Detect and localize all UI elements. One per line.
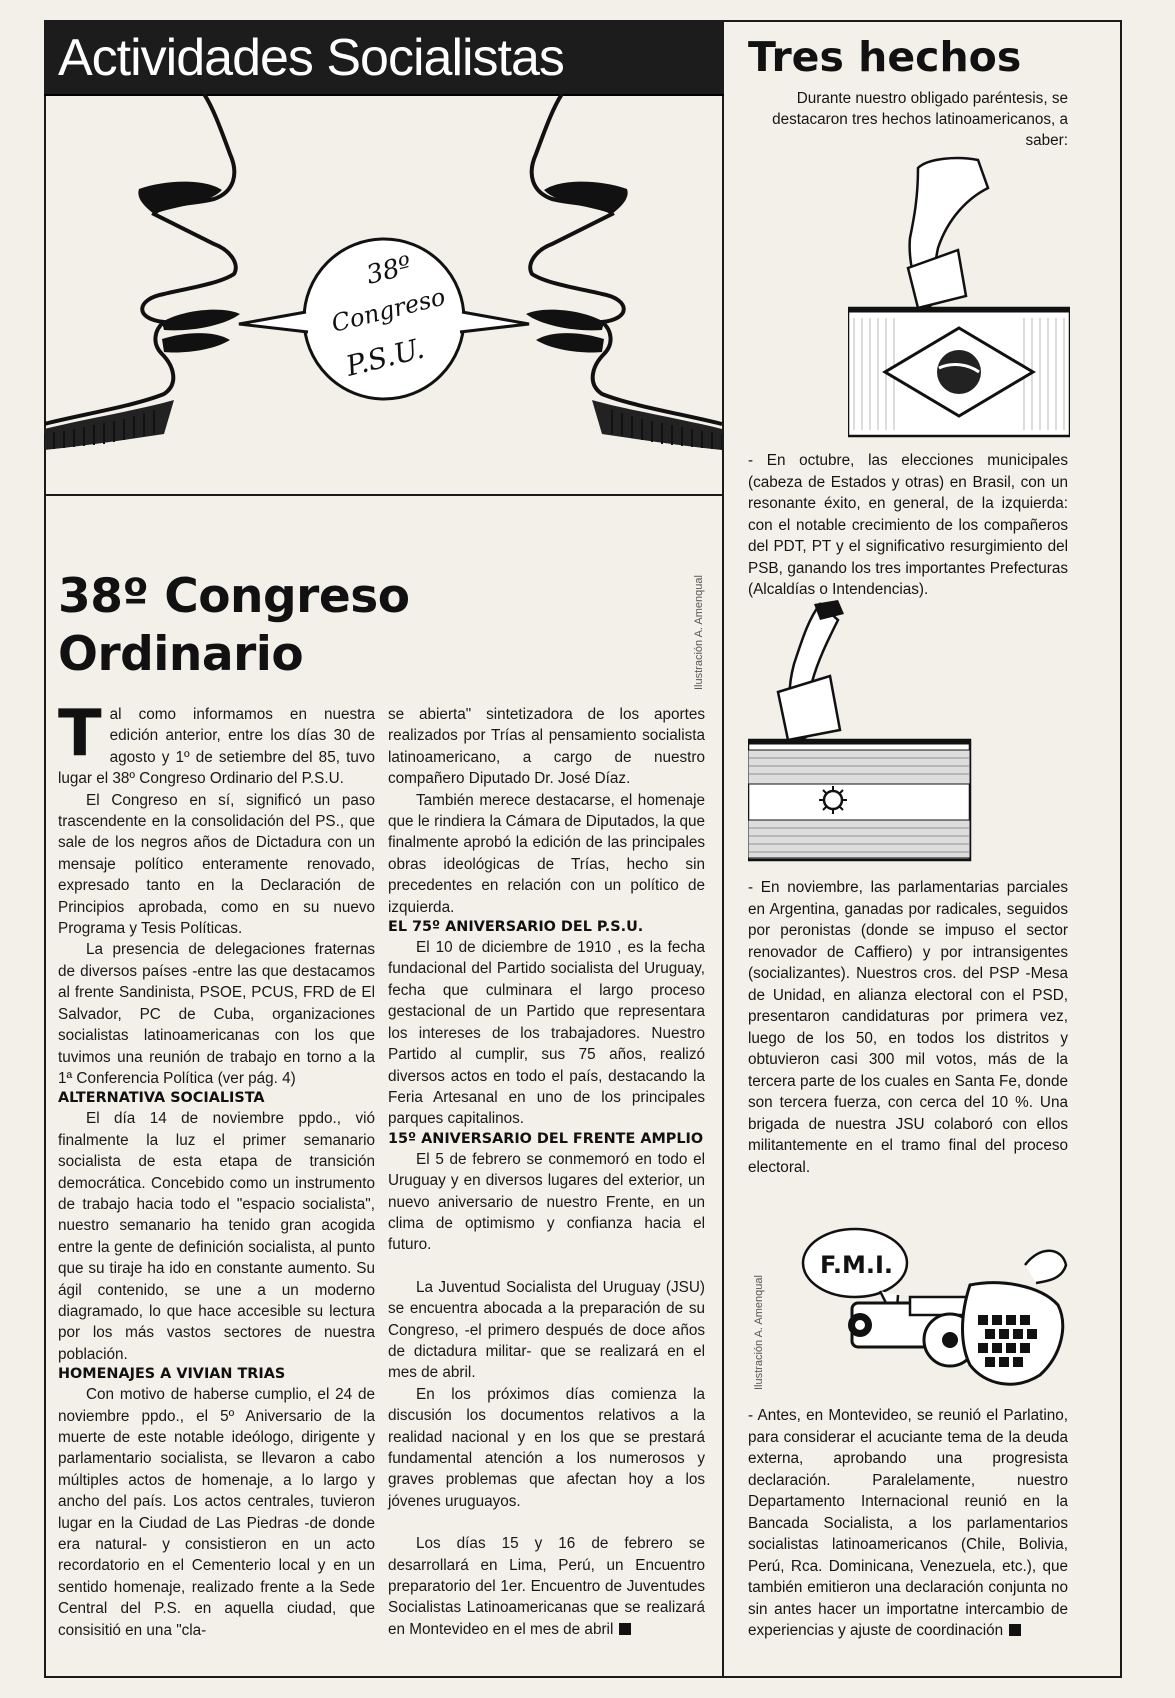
bubble-text-1: 38º bbox=[363, 250, 415, 291]
article-paragraph: se abierta" sintetizadora de los aportes realizados por Trías al pensamiento socialista latinoamericano, a cargo de nuestro compañero Diputado Dr. José Díaz. bbox=[388, 706, 705, 788]
illustration-divider bbox=[44, 494, 724, 496]
ballot-box-brazil-illustration bbox=[848, 148, 1070, 438]
article-paragraph: También merece destacarse, el homenaje que le rindiera la Cámara de Diputados, la que finalmente aprobó la edición de las principales obras ideológicas de Trías, hecho sin precedentes en relación con un político de izquierda. bbox=[388, 791, 705, 916]
sidebar-intro: Durante nuestro obligado paréntesis, se destacaron tres hechos latinoamericanos, a saber: bbox=[772, 90, 1068, 149]
bubble-text-2: Congreso bbox=[328, 282, 449, 338]
illustration-credit-2: Ilustración A. Amenqual bbox=[753, 1275, 765, 1390]
article-paragraph: Con motivo de haberse cumplio, el 24 de noviembre ppdo., el 5º Aniversario de la muerte de este notable ideólogo, dirigente y parlamentario socialista, se llevaron a cabo múltiples actos de homenaje, a lo largo y ancho del país. Los actos centrales, tuvieron lugar en la Ciudad de Las Piedras -de donde era natural- y consistieron en un acto recordatorio en el Cementerio local y en un sentido homenaje, realizado frente a la Sede Central del P.S. en aquella ciudad, que consisitió en una "cla- bbox=[58, 1386, 375, 1639]
ballot-box-argentina-illustration bbox=[748, 600, 983, 862]
subheading-75-aniversario: EL 75º ANIVERSARIO DEL P.S.U. bbox=[388, 919, 644, 936]
article-paragraph: al como informamos en nuestra edición anterior, entre los días 30 de agosto y 1º de setiembre del 85, tuvo lugar el 38º Congreso Ordinario del P.S.U. bbox=[58, 706, 375, 788]
bubble-text-3: P.S.U. bbox=[342, 331, 428, 383]
dropcap: T bbox=[58, 697, 102, 771]
illustration-credit: Ilustración A. Amenqual bbox=[693, 575, 705, 690]
subheading-alternativa: ALTERNATIVA SOCIALISTA bbox=[58, 1090, 265, 1107]
sidebar-title: Tres hechos bbox=[748, 33, 1022, 81]
article-paragraph: El día 14 de noviembre ppdo., vió finalmente la luz el primer semanario socialista de esta etapa de transición democrática. Concebido como un instrumento de trabajo hacia todo el "espacio socialista", nuestro semanario ha tenido gran acogida entre la gente de definición socialista, al punto que su tiraje ha ido en constante aumento. Su ágil contenido, se une a un moderno diagramado, lo que hace accesible su lectura por los más vastos sectores de nuestra población. bbox=[58, 1110, 375, 1363]
final-paragraph-text: Los días 15 y 16 de febrero se desarrollará en Lima, Perú, un Encuentro preparatorio del 1er. Encuentro de Juventudes Socialistas Latinoamericanas que se realizará en Montevideo en el mes de abril bbox=[388, 1535, 705, 1638]
article-paragraph: El 5 de febrero se conmemoró en todo el Uruguay y en diversos lugares del exterior, un nuevo aniversario de nuestro Frente, en un clima de optimismo y confianza hacia el futuro. bbox=[388, 1150, 705, 1254]
end-mark-icon bbox=[1009, 1624, 1021, 1636]
sidebar-item-argentina: - En noviembre, las parlamentarias parciales en Argentina, ganadas por radicales, seguidos por peronistas (donde se impuso el sector renovador de Caffiero) y por intransigentes (socializantes). Nuestros cros. del PSP -Mesa de Unidad, en alianza electoral con el PSD, presentaron candidaturas por primera vez, luego de los 50, en todos los distritos y obtuvieron casi 300 mil votos, más de la tercera parte de los cuales en Santa Fe, donde son tercera fuerza, con cerca del 10 %. Una brigada de nuestra JSU colaboró con ellos militantemente en el tramo final del proceso electoral. bbox=[748, 879, 1068, 1176]
fmi-gun-illustration bbox=[800, 1225, 1070, 1395]
article-paragraph: En los próximos días comienza la discusión los documentos relativos a la realidad nacional y en los que se prestará fundamental atención a los numerosos y graves problemas que afectan hoy a los jóvenes uruguayos. bbox=[388, 1385, 705, 1510]
article-paragraph: El Congreso en sí, significó un paso trascendente en la consolidación del PS., que sale de los negros años de Dictadura con un mensaje político enteramente renovado, expresado tanto en la Declaración de Principios aprobada, como en su nuevo Programa y Tesis Políticas. bbox=[58, 791, 375, 938]
spacer bbox=[388, 1256, 705, 1277]
column-divider bbox=[722, 20, 724, 1678]
article-column-2 bbox=[388, 704, 705, 1640]
subheading-frente-amplio: 15º ANIVERSARIO DEL FRENTE AMPLIO bbox=[388, 1130, 704, 1147]
article-paragraph bbox=[388, 1533, 705, 1640]
sidebar-item-parlatino bbox=[748, 1405, 1068, 1642]
section-title: Actividades Socialistas bbox=[58, 29, 564, 87]
article-headline: 38º Congreso Ordinario bbox=[58, 569, 410, 682]
article-paragraph: La presencia de delegaciones fraternas de diversos países -entre las que destacamos al frente Sandinista, PSOE, PCUS, FRD de El Salvador, PC de Cuba, organizaciones socialistas latinoamericanas con los que tuvimos una reunión de trabajo en torno a la 1ª Conferencia Política (ver pág. 4) bbox=[58, 941, 375, 1087]
gun-bubble-text: F.M.I. bbox=[820, 1251, 894, 1279]
spacer bbox=[388, 1512, 705, 1533]
sidebar-item-brazil: - En octubre, las elecciones municipales (cabeza de Estados y otras) en Brasil, con un resonante éxito, en general, de la izquierda: con el notable crecimiento de los compañeros del PDT, PT y el significativo resurgimiento del PSB, ganando los tres importantes Prefecturas (Alcaldías o Intendencias). bbox=[748, 452, 1068, 598]
article-column-1 bbox=[58, 697, 375, 1641]
sidebar-item-parlatino-text: - Antes, en Montevideo, se reunió el Parlatino, para considerar el acuciante tema de la deuda externa, aprobando una progresista declaración. Paralelamente, nuestro Departamento Internacional reunió en la Bancada Socialista, a los parlamentarios socialistas latinoamericanos (Chile, Bolivia, Perú, Rca. Dominicana, Venezuela, etc.), que también emitieron una declaración conjunta no sin antes hacer un importatne intercambio de experiencias y ajuste de coordinación bbox=[748, 1407, 1068, 1639]
two-faces-illustration bbox=[44, 94, 722, 494]
article-paragraph: La Juventud Socialista del Uruguay (JSU) se encuentra abocada a la preparación de su Congreso, -el primero después de doce años de dictadura militar- que se realizará en el mes de abril. bbox=[388, 1278, 705, 1382]
article-paragraph: El 10 de diciembre de 1910 , es la fecha fundacional del Partido socialista del Uruguay, fecha que culminara el largo proceso gestacional de un Partido que representara los intereses de los trabajadores. Nuestro Partido al cumplir, sus 75 años, realizó diversos actos en todo el país, destacando la Feria Artesanal en uno de los principales parques capitalinos. bbox=[388, 939, 705, 1128]
subheading-homenajes: HOMENAJES A VIVIAN TRIAS bbox=[58, 1366, 286, 1383]
end-mark-icon bbox=[619, 1623, 631, 1635]
